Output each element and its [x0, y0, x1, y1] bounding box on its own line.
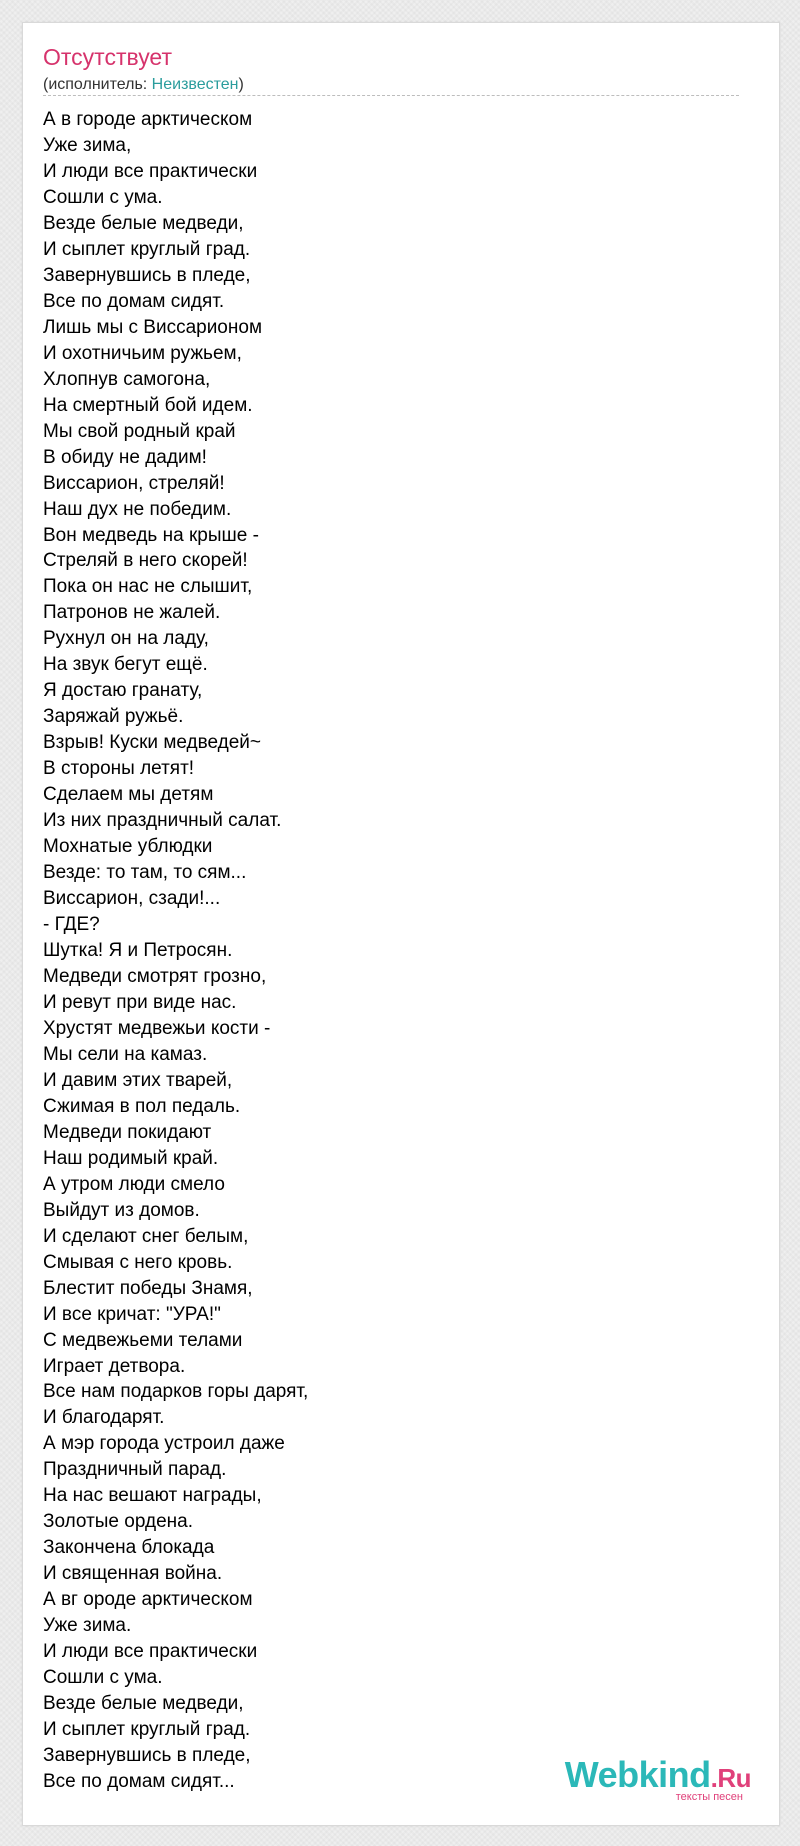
lyric-line: Блестит победы Знамя,: [43, 1277, 253, 1299]
lyric-line: В обиду не дадим!: [43, 446, 207, 468]
lyric-line: Закончена блокада: [43, 1537, 215, 1559]
lyric-line: Сошли с ума.: [43, 186, 163, 208]
lyric-line: Пока он нас не слышит,: [43, 576, 253, 598]
artist-link[interactable]: Неизвестен: [151, 76, 239, 93]
lyric-line: А в городе арктическом: [43, 109, 253, 130]
lyric-line: А утром люди смело: [43, 1173, 225, 1195]
lyric-line: Смывая с него кровь.: [43, 1251, 233, 1273]
lyric-line: И люди все практически: [43, 1641, 258, 1663]
lyric-line: Завернувшись в пледе,: [43, 1745, 251, 1767]
lyric-line: На нас вешают награды,: [43, 1485, 262, 1507]
lyric-line: Патронов не жалей.: [43, 602, 221, 624]
lyric-line: На смертный бой идем.: [43, 394, 253, 416]
lyric-line: Виссарион, сзади!...: [43, 888, 221, 910]
lyric-line: Виссарион, стреляй!: [43, 472, 225, 494]
lyric-line: Хрустят медвежьи кости -: [43, 1017, 271, 1039]
lyric-line: Мохнатые ублюдки: [43, 836, 213, 858]
site-logo-word: Webkind: [564, 1754, 711, 1795]
lyric-line: Сошли с ума.: [43, 1667, 163, 1689]
lyrics-text: [43, 107, 308, 1795]
artist-prefix: (исполнитель:: [43, 76, 152, 93]
lyric-line: Хлопнув самогона,: [43, 368, 211, 390]
lyric-line: Выйдут из домов.: [43, 1199, 200, 1221]
lyric-line: Золотые ордена.: [43, 1511, 193, 1533]
lyric-line: И все кричат: "УРА!": [43, 1303, 221, 1325]
lyric-line: Шутка! Я и Петросян.: [43, 940, 233, 961]
artist-suffix: ): [238, 76, 244, 93]
lyric-line: Уже зима.: [43, 1615, 132, 1637]
lyrics-card: [22, 22, 780, 1826]
lyric-line: Везде белые медведи,: [43, 1693, 244, 1715]
artist-line: [43, 75, 244, 95]
lyric-line: И священная война.: [43, 1563, 223, 1585]
lyric-line: С медвежьеми телами: [43, 1329, 243, 1351]
site-logo[interactable]: [551, 1755, 751, 1803]
lyric-line: Играет детвора.: [43, 1355, 186, 1377]
lyric-line: На звук бегут ещё.: [43, 654, 208, 676]
lyric-line: Мы свой родный край: [43, 420, 236, 442]
lyric-line: - ГДЕ?: [43, 914, 100, 936]
lyric-line: И давим этих тварей,: [43, 1069, 233, 1091]
site-logo-tagline: тексты песен: [675, 1791, 743, 1803]
lyric-line: Вон медведь на крыше -: [43, 524, 259, 546]
title-divider: [43, 95, 739, 96]
lyric-line: Везде белые медведи,: [43, 212, 244, 234]
song-title: Отсутствует: [43, 44, 172, 70]
lyric-line: Взрыв! Куски медведей~: [43, 732, 262, 754]
lyric-line: И люди все практически: [43, 160, 258, 182]
lyric-line: Стреляй в него скорей!: [43, 550, 248, 572]
lyric-line: Лишь мы с Виссарионом: [43, 316, 263, 338]
lyric-line: Рухнул он на ладу,: [43, 628, 209, 650]
lyric-line: В стороны летят!: [43, 758, 195, 780]
lyric-line: А мэр города устроил даже: [43, 1433, 285, 1455]
lyric-line: Праздничный парад.: [43, 1459, 227, 1481]
lyric-line: И охотничьим ружьем,: [43, 342, 242, 364]
lyric-line: И благодарят.: [43, 1407, 165, 1429]
site-logo-tld: .Ru: [710, 1763, 751, 1793]
lyric-line: Медведи смотрят грозно,: [43, 965, 267, 987]
lyric-line: А вг ороде арктическом: [43, 1589, 253, 1611]
lyric-line: Сжимая в пол педаль.: [43, 1095, 241, 1117]
lyric-line: Все нам подарков горы дарят,: [43, 1381, 309, 1403]
lyric-line: Мы сели на камаз.: [43, 1043, 208, 1065]
lyric-line: Из них праздничный салат.: [43, 810, 282, 832]
lyric-line: И сыплет круглый град.: [43, 238, 251, 260]
lyric-line: Наш родимый край.: [43, 1147, 219, 1169]
lyric-line: И сыплет круглый град.: [43, 1719, 251, 1741]
lyric-line: Уже зима,: [43, 134, 132, 156]
lyric-line: Завернувшись в пледе,: [43, 264, 251, 286]
lyric-line: Все по домам сидят.: [43, 290, 225, 312]
lyric-line: Сделаем мы детям: [43, 784, 214, 806]
lyric-line: Медведи покидают: [43, 1121, 212, 1143]
lyric-line: Везде: то там, то сям...: [43, 862, 247, 884]
lyric-line: И сделают снег белым,: [43, 1225, 249, 1247]
lyric-line: Заряжай ружьё.: [43, 706, 184, 728]
lyric-line: И ревут при виде нас.: [43, 991, 237, 1013]
lyric-line: Наш дух не победим.: [43, 498, 232, 520]
lyric-line: Я достаю гранату,: [43, 680, 203, 702]
lyric-line: Все по домам сидят...: [43, 1771, 235, 1792]
